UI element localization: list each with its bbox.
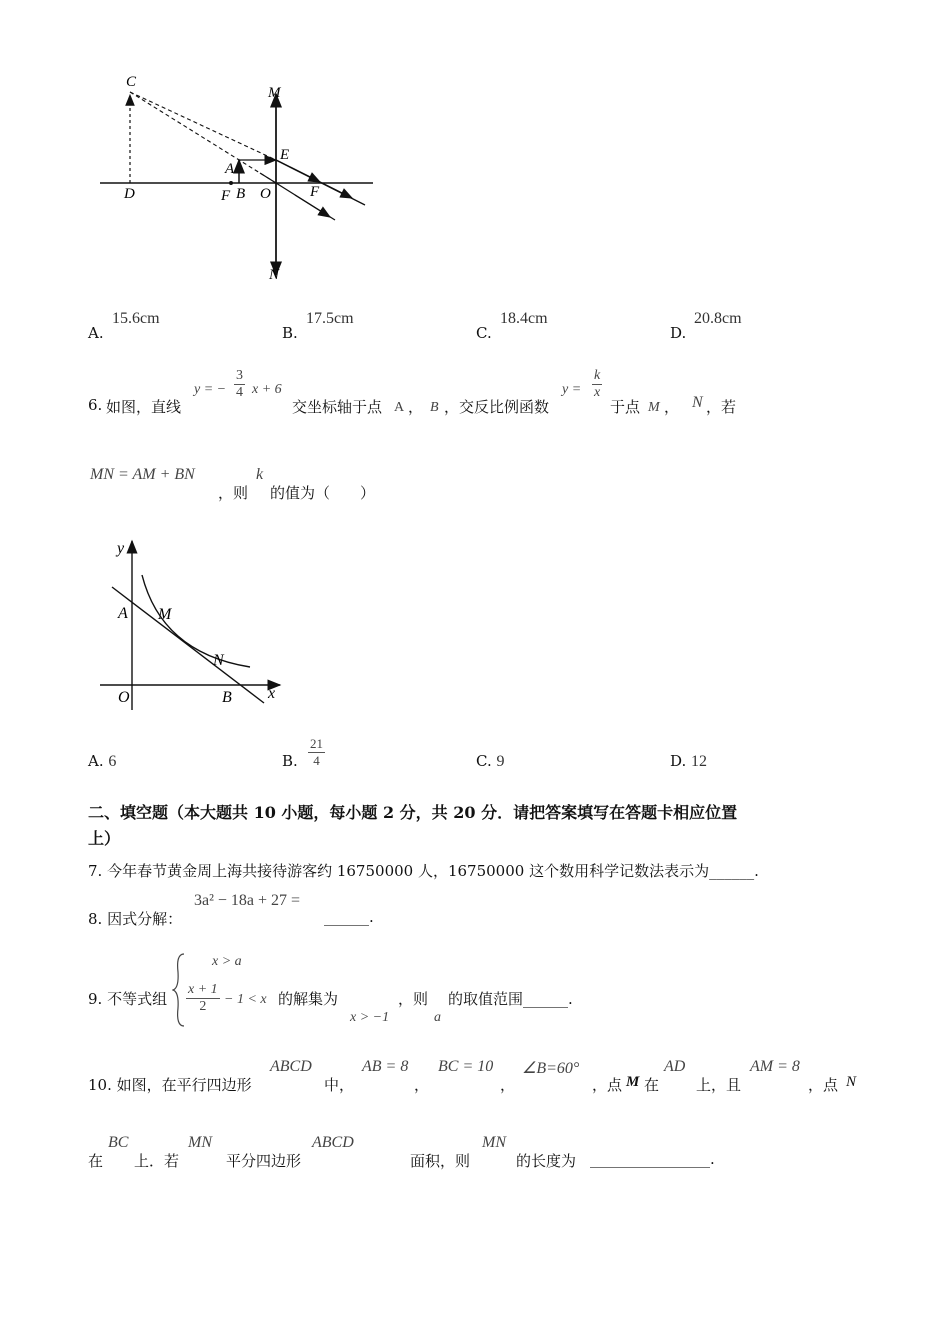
q9 [88,948,688,1032]
q9-frac-den: 2 [199,999,207,1014]
q10-line1 [88,1058,878,1092]
q10-number-text: 10. 如图，在平行四边形 [88,1076,252,1094]
q6-option-d[interactable] [670,752,707,771]
q5-option-a-letter: A. [88,324,104,342]
q6-point-b: B [430,400,439,415]
q9-label: 9. 不等式组 [88,990,168,1008]
q10-mn2: MN [482,1134,506,1151]
lens-label-a: A [225,161,235,177]
q6-option-c-letter: C. [476,752,492,770]
q5-option-d-letter: D. [670,324,687,342]
q5-option-c-letter: C. [476,324,492,342]
q6-k: k [256,466,264,483]
q10-abcd: ABCD [270,1058,312,1075]
q5-option-d-value: 20.8cm [694,310,742,327]
q6-line-frac-den: 4 [236,385,243,400]
q10-ad: AD [664,1058,686,1075]
q6-option-b-den: 4 [313,753,320,768]
q10-text-4: 上．若 [134,1152,180,1170]
q6-inv-frac-den: x [594,385,601,400]
q6-comma-1: ， [408,398,424,416]
q10-mn: MN [188,1134,212,1151]
q10-abcd2: ABCD [312,1134,354,1151]
lens-label-n: N [269,267,280,283]
lens-label-b: B [236,186,246,202]
q6-stem-line2 [88,466,488,502]
q8-blank: ______. [324,908,374,926]
lens-label-o: O [260,186,271,202]
q6-option-d-letter: D. [670,752,687,770]
q6-inv-frac [592,368,602,401]
q9-row2-rest: − 1 < x [224,992,267,1007]
lens-label-f2: F [310,184,320,200]
q5-option-c-value: 18.4cm [500,310,548,327]
q6-point-n: N [692,394,703,411]
q6-option-b-letter: B. [282,752,298,770]
lens-label-c: C [126,74,137,90]
q6-text-6: ，则 [218,484,249,502]
q9-a: a [434,1010,441,1025]
section-2-heading-line1: 二、填空题（本大题共 10 小题，每小题 2 分，共 20 分．请把答案填写在答题卡相应位置 [88,803,738,822]
lens-label-f1: F [221,188,231,204]
q10-comma-2: ， [500,1076,516,1094]
q6-text-1: 如图，直线 [106,398,182,416]
q10-line2 [88,1134,848,1168]
q10-blank[interactable]: ________________. [590,1150,715,1168]
q10-text-1: ，点 [592,1076,623,1094]
q9-fraction [186,982,220,1015]
q6-option-c-value: 9 [496,753,505,770]
fig6-label-b: B [222,689,232,706]
q6-text-3: ，交反比例函数 [444,398,550,416]
q6-text-2: 交坐标轴于点 [292,398,383,416]
q10-text-6: 面积，则 [410,1152,471,1170]
q8 [88,892,488,928]
fig6-label-m: M [158,606,172,623]
q6-number: 6. [88,396,103,414]
q10-zhong: 中， [324,1076,355,1094]
q9-row1: x > a [212,954,242,969]
q10-am: AM = 8 [750,1058,800,1075]
q6-condition: MN = AM + BN [90,466,195,483]
q6-line-frac-num: 3 [236,368,243,383]
q6-option-c[interactable] [476,752,505,771]
fig6-label-o: O [118,689,130,706]
q5-option-b-letter: B. [282,324,298,342]
q9-frac-num: x + 1 [188,982,218,997]
fig6-label-x: x [268,685,276,702]
section-2-heading-line2: 上） [88,829,121,848]
q6-option-b-fraction [308,736,325,769]
q10-text-5: 平分四边形 [226,1152,302,1170]
q8-label: 8. 因式分解： [88,910,183,928]
q9-brace [172,952,186,1028]
q6-line-y: y = − [194,382,227,397]
q6-option-d-value: 12 [691,753,708,770]
fig6-label-y: y [117,540,125,557]
q10-text-7: 的长度为 [516,1152,577,1170]
q6-text-5: ，若 [706,398,737,416]
q10-m: M [626,1074,640,1090]
q6-option-a-value: 6 [108,753,117,770]
q6-inv-y: y = [562,382,582,397]
q10-angle: ∠B=60° [522,1060,580,1077]
q6-option-a-letter: A. [88,752,104,770]
q5-option-a-value: 15.6cm [112,310,160,327]
q6-text-4: 于点 [610,398,641,416]
q10-bc2: BC [108,1134,129,1151]
lens-figure [90,70,390,285]
q6-point-a: A [394,400,405,415]
inverse-function-figure [90,535,290,710]
fig6-label-a: A [118,605,128,622]
q9-text-1: 的解集为 [278,990,339,1008]
q10-l2-zai: 在 [88,1152,104,1170]
q10-text-2: 上，且 [696,1076,742,1094]
lens-label-e: E [280,147,290,163]
q6-point-m: M [648,400,660,415]
q6-comma-2: ， [664,398,680,416]
q6-option-a[interactable] [88,752,116,771]
q6-option-b-num: 21 [310,736,323,751]
q9-solution: x > −1 [350,1010,390,1025]
q10-comma-1: ， [414,1076,430,1094]
q9-text-3: 的取值范围______. [448,990,573,1008]
lens-label-d: D [124,186,135,202]
q6-inv-frac-num: k [594,368,601,383]
fig6-label-n: N [213,652,224,669]
q9-text-2: ，则 [398,990,429,1008]
q6-stem-line1 [88,368,888,418]
q6-line-rest: x + 6 [252,382,282,397]
q10-zai: 在 [644,1076,660,1094]
q10-text-3: ，点 [808,1076,839,1094]
q6-text-7: 的值为（ ） [270,484,376,502]
q10-n: N [846,1074,857,1090]
q6-line-frac [234,368,245,401]
lens-label-m: M [268,85,281,101]
q10-bc: BC = 10 [438,1058,494,1075]
q8-expression: 3a² − 18a + 27 = [194,892,301,909]
q10-ab: AB = 8 [362,1058,409,1075]
q7-text: 7. 今年春节黄金周上海共接待游客约 16750000 人，16750000 这个数用科学记数法表示为______. [88,862,759,880]
q5-option-b-value: 17.5cm [306,310,354,327]
